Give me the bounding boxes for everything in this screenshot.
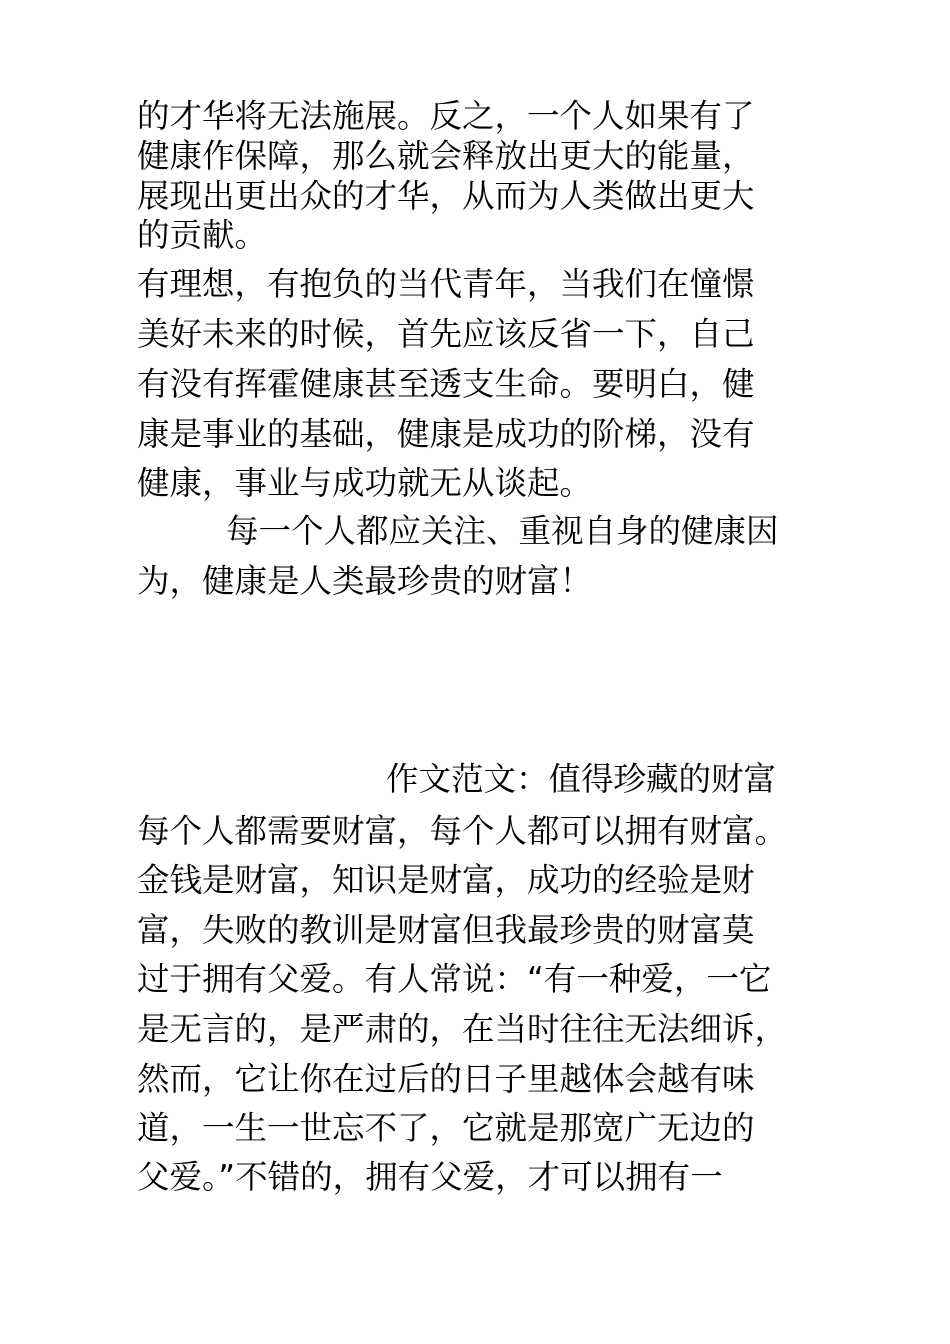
text-line: 美好未来的时候，首先应该反省一下，自己 bbox=[137, 315, 755, 353]
text-line: 的才华将无法施展。反之，一个人如果有了 bbox=[137, 97, 755, 135]
text-line: 为，健康是人类最珍贵的财富！ bbox=[137, 562, 593, 600]
essay-title: 作文范文：值得珍藏的财富 bbox=[386, 760, 777, 798]
text-line: 健康，事业与成功就无从谈起。 bbox=[137, 464, 593, 502]
text-line: 过于拥有父爱。有人常说：“有一种爱，一它 bbox=[137, 960, 772, 998]
text-line: 道，一生一世忘不了，它就是那宽广无边的 bbox=[137, 1109, 755, 1147]
text-line: 父爱。”不错的，拥有父爱，才可以拥有一 bbox=[137, 1158, 723, 1196]
text-line: 每个人都需要财富，每个人都可以拥有财富。 bbox=[137, 812, 788, 850]
text-line: 健康作保障，那么就会释放出更大的能量， bbox=[137, 137, 755, 175]
text-line: 富，失败的教训是财富但我最珍贵的财富莫 bbox=[137, 911, 755, 949]
text-line: 有理想，有抱负的当代青年，当我们在憧憬 bbox=[137, 265, 755, 303]
text-line: 展现出更出众的才华，从而为人类做出更大 bbox=[137, 177, 755, 215]
text-line: 的贡献。 bbox=[137, 216, 268, 254]
text-line: 然而，它让你在过后的日子里越体会越有味 bbox=[137, 1060, 755, 1098]
text-line: 有没有挥霍健康甚至透支生命。要明白，健 bbox=[137, 365, 755, 403]
text-line: 是无言的，是严肃的，在当时往往无法细诉， bbox=[137, 1010, 788, 1048]
text-line: 康是事业的基础，健康是成功的阶梯，没有 bbox=[137, 415, 755, 453]
text-line: 每一个人都应关注、重视自身的健康因 bbox=[226, 512, 779, 550]
text-line: 金钱是财富，知识是财富，成功的经验是财 bbox=[137, 861, 755, 899]
